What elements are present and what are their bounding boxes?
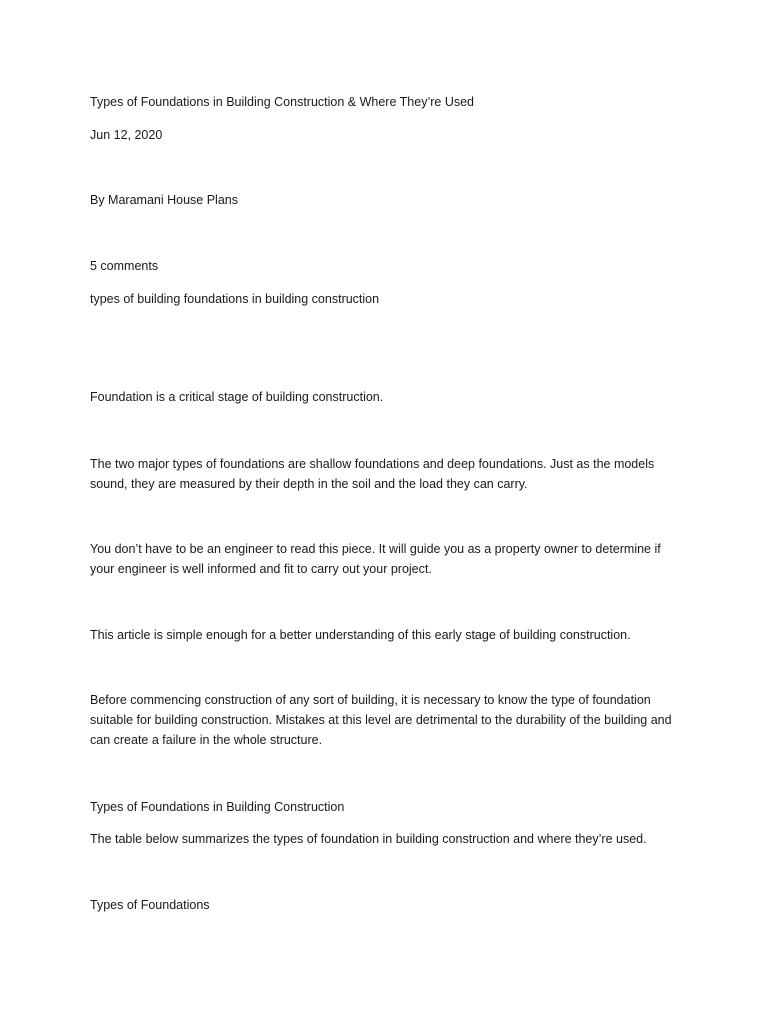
- paragraph-simplicity: This article is simple enough for a better understanding of this early stage of building construction.: [90, 628, 631, 642]
- paragraph-before-construction: Before commencing construction of any sort of building, it is necessary to know the type of foundation suitable for building construction. Mistakes at this level are detrimental to the durability of the building and can create a failure in the whole structure.: [90, 693, 672, 747]
- article-title: Types of Foundations in Building Construction & Where They’re Used: [90, 95, 474, 109]
- section-intro: The table below summarizes the types of foundation in building construction and where they’re used.: [90, 832, 647, 846]
- table-heading: Types of Foundations: [90, 898, 210, 912]
- publish-date: Jun 12, 2020: [90, 128, 163, 142]
- paragraph-intro: Foundation is a critical stage of building construction.: [90, 390, 384, 404]
- author-byline: By Maramani House Plans: [90, 193, 238, 207]
- paragraph-foundation-types: The two major types of foundations are shallow foundations and deep foundations. Just as the models sound, they are measured by their depth in the soil and the load they can carry.: [90, 457, 655, 491]
- comments-count: 5 comments: [90, 259, 159, 273]
- image-caption: types of building foundations in building construction: [90, 292, 380, 306]
- section-heading: Types of Foundations in Building Construction: [90, 800, 345, 814]
- paragraph-audience: You don’t have to be an engineer to read this piece. It will guide you as a property owner to determine if your engineer is well informed and fit to carry out your project.: [90, 542, 661, 576]
